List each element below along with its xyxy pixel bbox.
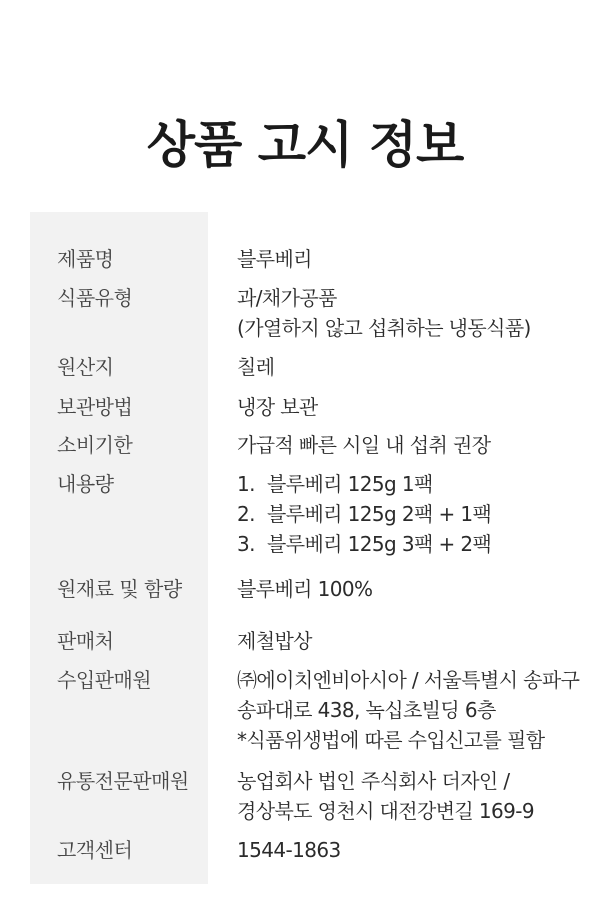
- list-number: 1.: [237, 472, 255, 496]
- value-line: 제철밥상: [237, 629, 312, 653]
- row-value: [237, 430, 490, 460]
- row-label: 고객센터: [57, 838, 133, 862]
- row-label: 판매처: [57, 629, 114, 653]
- row-label: 원재료 및 함량: [57, 577, 182, 601]
- row-value: [237, 392, 318, 422]
- row-value: [237, 244, 312, 274]
- list-text: 블루베리 125g 1팩: [267, 472, 433, 496]
- value-line: 1544-1863: [237, 838, 341, 862]
- row-label: 수입판매원: [57, 668, 152, 692]
- row-value: [237, 626, 312, 656]
- row-label: 식품유형: [57, 286, 133, 310]
- list-item: [237, 499, 491, 529]
- list-number: 3.: [237, 532, 255, 556]
- list-item: [237, 529, 491, 559]
- list-text: 블루베리 125g 2팩 + 1팩: [267, 502, 492, 526]
- row-value: [237, 665, 579, 755]
- value-line: 블루베리 100%: [237, 577, 373, 601]
- row-value: [237, 835, 341, 865]
- list-text: 블루베리 125g 3팩 + 2팩: [267, 532, 492, 556]
- value-line: 농업회사 법인 주식회사 더자인 /: [237, 769, 510, 793]
- row-label: 보관방법: [57, 395, 133, 419]
- row-label: 원산지: [57, 355, 114, 379]
- row-value: [237, 352, 274, 382]
- value-line: 냉장 보관: [237, 395, 318, 419]
- value-line: 칠레: [237, 355, 275, 379]
- value-line: 송파대로 438, 녹십초빌딩 6층: [237, 698, 496, 722]
- row-label: 소비기한: [57, 433, 133, 457]
- row-value: [237, 574, 372, 604]
- row-label: 제품명: [57, 247, 114, 271]
- value-line: (가열하지 않고 섭취하는 냉동식품): [237, 316, 531, 340]
- list-number: 2.: [237, 502, 255, 526]
- row-label: 내용량: [57, 472, 114, 496]
- row-value: [237, 766, 534, 826]
- value-line: *식품위생법에 따른 수입신고를 필함: [237, 728, 545, 752]
- value-line: 가급적 빠른 시일 내 섭취 권장: [237, 433, 491, 457]
- row-value: [237, 469, 491, 559]
- value-line: ㈜에이치엔비아시아 / 서울특별시 송파구: [237, 668, 580, 692]
- value-line: 경상북도 영천시 대전강변길 169-9: [237, 799, 535, 823]
- list-item: [237, 469, 491, 499]
- page-title: 상품 고시 정보: [146, 116, 464, 174]
- value-line: 블루베리: [237, 247, 312, 271]
- row-label: 유통전문판매원: [57, 769, 189, 793]
- value-line: 과/채가공품: [237, 286, 337, 310]
- row-value: [237, 283, 531, 343]
